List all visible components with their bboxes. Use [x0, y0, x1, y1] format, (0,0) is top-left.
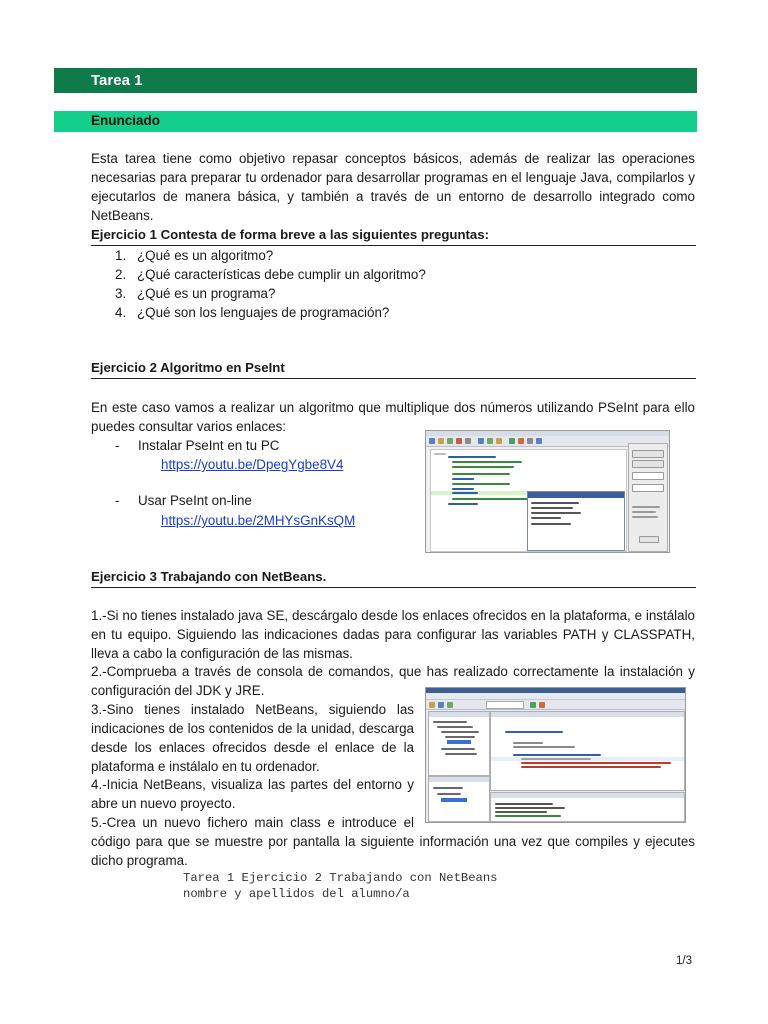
- exercise-1-heading: Ejercicio 1 Contesta de forma breve a las siguientes preguntas:: [91, 225, 696, 246]
- question-text: ¿Qué es un algoritmo?: [137, 248, 274, 263]
- link-pseint-install[interactable]: https://youtu.be/DpegYgbe8V4: [161, 457, 344, 472]
- question-text: ¿Qué son los lenguajes de programación?: [137, 305, 390, 320]
- question-text: ¿Qué es un programa?: [137, 286, 276, 301]
- list-dash: -: [115, 438, 120, 453]
- section-title-bar: [54, 111, 697, 132]
- link-item-install: [115, 436, 405, 455]
- list-number: 2.: [115, 267, 127, 282]
- exercise-3-step-1: 1.-Si no tienes instalado java SE, descárgalo desde los enlaces ofrecidos en la plataforma, e instálalo en tu equipo. Siguiendo las indicaciones dadas para configurar las variables PATH y CLASSPATH, lleva a cabo la configuración de las mismas.: [91, 608, 695, 661]
- list-number: 1.: [115, 248, 127, 263]
- exercise-1-question-list: [115, 246, 675, 322]
- link-pseint-online[interactable]: https://youtu.be/2MHYsGnKsQM: [161, 513, 356, 528]
- exercise-3-step-5-rest: código para que se muestre por pantalla la siguiente información una vez que compiles y ejecutes dicho programa.: [91, 834, 695, 868]
- list-item: [115, 284, 675, 303]
- exercise-2-heading: Ejercicio 2 Algoritmo en PseInt: [91, 358, 696, 379]
- exercise-3-step-3: 3.-Sino tienes instalado NetBeans, siguiendo las indicaciones de los contenidos de la unidad, descarga desde los enlaces ofrecidos desde el enlace de la plataforma e instálalo en tu ordenador.: [91, 702, 414, 774]
- program-output-line-1: Tarea 1 Ejercicio 2 Trabajando con NetBeans: [183, 871, 498, 885]
- intro-paragraph: Esta tarea tiene como objetivo repasar conceptos básicos, además de realizar las operaciones necesarias para preparar tu ordenador para desarrollar programas en el lenguaje Java, compilarlos y ejecutarlos de manera básica, y también a través de un entorno de desarrollo integrado como NetBeans.: [91, 151, 695, 223]
- netbeans-screenshot: [425, 687, 686, 823]
- list-dash: -: [115, 493, 120, 508]
- document-title-bar: [54, 68, 697, 93]
- list-number: 4.: [115, 305, 127, 320]
- list-item: [115, 246, 675, 265]
- pseint-screenshot: [425, 430, 670, 553]
- list-number: 3.: [115, 286, 127, 301]
- document-title: Tarea 1: [91, 72, 143, 89]
- program-output-line-2: nombre y apellidos del alumno/a: [183, 887, 410, 901]
- exercise-3-step-4: 4.-Inicia NetBeans, visualiza las partes del entorno y abre un nuevo proyecto.: [91, 777, 414, 811]
- section-title: Enunciado: [91, 113, 161, 128]
- link-item-online: [115, 491, 405, 510]
- exercise-3-step-2: 2.-Comprueba a través de consola de comandos, que has realizado correctamente la instalación y configuración del JDK y JRE.: [91, 664, 695, 698]
- list-item: [115, 265, 675, 284]
- question-text: ¿Qué características debe cumplir un algoritmo?: [137, 267, 426, 282]
- exercise-2-intro: En este caso vamos a realizar un algoritmo que multiplique dos números utilizando PSeInt para ello puedes consultar varios enlaces:: [91, 400, 695, 434]
- exercise-3-heading: Ejercicio 3 Trabajando con NetBeans.: [91, 567, 696, 588]
- link-item-label: Instalar PseInt en tu PC: [138, 438, 280, 453]
- list-item: [115, 303, 675, 322]
- exercise-3-step-5-line-1: 5.-Crea un nuevo fichero main class e introduce el: [91, 815, 414, 830]
- link-item-label: Usar PseInt on-line: [138, 493, 252, 508]
- page-number: 1/3: [676, 955, 692, 967]
